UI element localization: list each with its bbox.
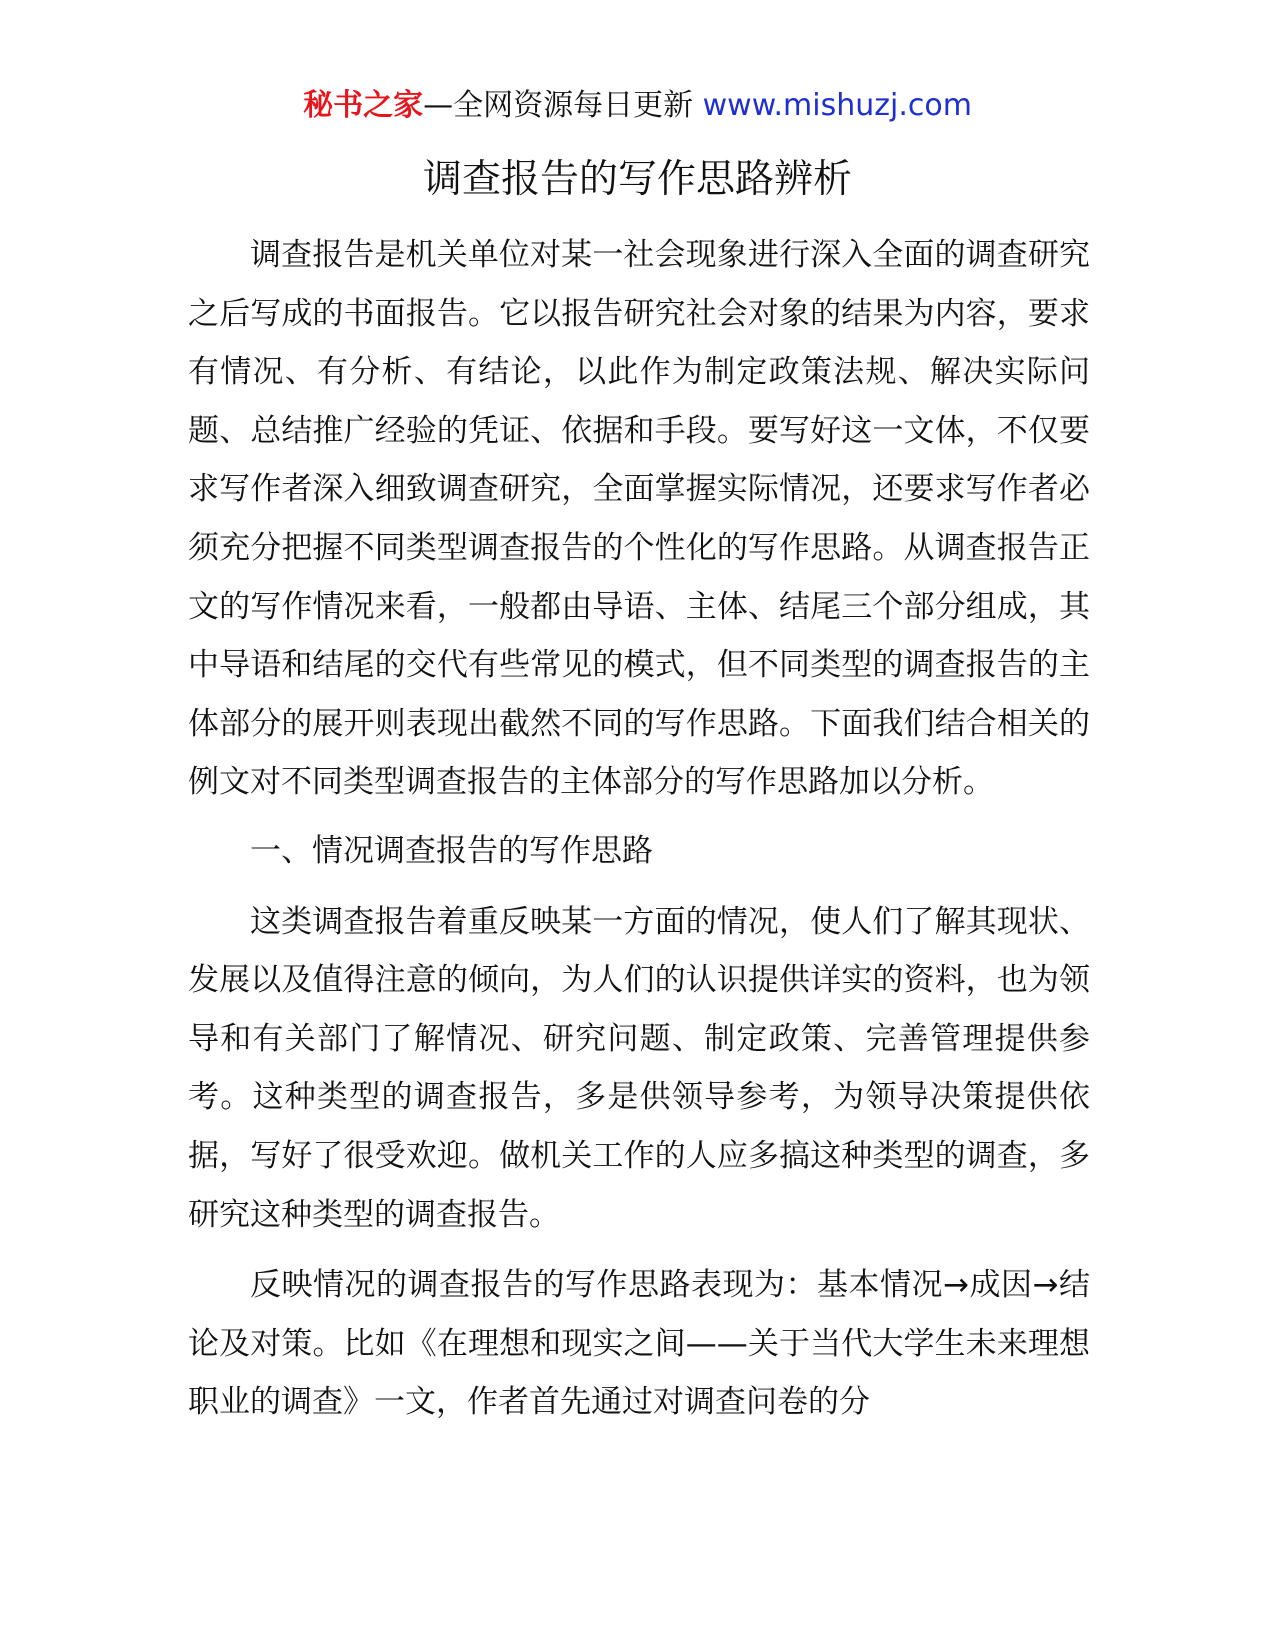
document-body: [188, 226, 1090, 1432]
header-slogan: —全网资源每日更新: [423, 88, 703, 123]
site-header: [0, 84, 1275, 128]
section-heading: 一、情况调查报告的写作思路: [250, 832, 653, 869]
body-paragraph: 反映情况的调查报告的写作思路表现为：基本情况→成因→结论及对策。比如《在理想和现实之间——关于当代大学生未来理想职业的调查》一文，作者首先通过对调查问卷的分: [188, 1267, 1090, 1421]
body-paragraph: 这类调查报告着重反映某一方面的情况，使人们了解其现状、发展以及值得注意的倾向，为人们的认识提供详实的资料，也为领导和有关部门了解情况、研究问题、制定政策、完善管理提供参考。这种类型的调查报告，多是供领导参考，为领导决策提供依据，写好了很受欢迎。做机关工作的人应多搞这种类型的调查，多研究这种类型的调查报告。: [188, 903, 1090, 1233]
brand-name: 秘书之家: [303, 88, 424, 123]
document-title: 调查报告的写作思路辨析: [422, 157, 852, 202]
site-url-link[interactable]: www.mishuzj.com: [702, 88, 972, 123]
intro-paragraph: 调查报告是机关单位对某一社会现象进行深入全面的调查研究之后写成的书面报告。它以报告研究社会对象的结果为内容，要求有情况、有分析、有结论，以此作为制定政策法规、解决实际问题、总结推广经验的凭证、依据和手段。要写好这一文体，不仅要求写作者深入细致调查研究，全面掌握实际情况，还要求写作者必须充分把握不同类型调查报告的个性化的写作思路。从调查报告正文的写作情况来看，一般都由导语、主体、结尾三个部分组成，其中导语和结尾的交代有些常见的模式，但不同类型的调查报告的主体部分的展开则表现出截然不同的写作思路。下面我们结合相关的例文对不同类型调查报告的主体部分的写作思路加以分析。: [188, 237, 1090, 801]
